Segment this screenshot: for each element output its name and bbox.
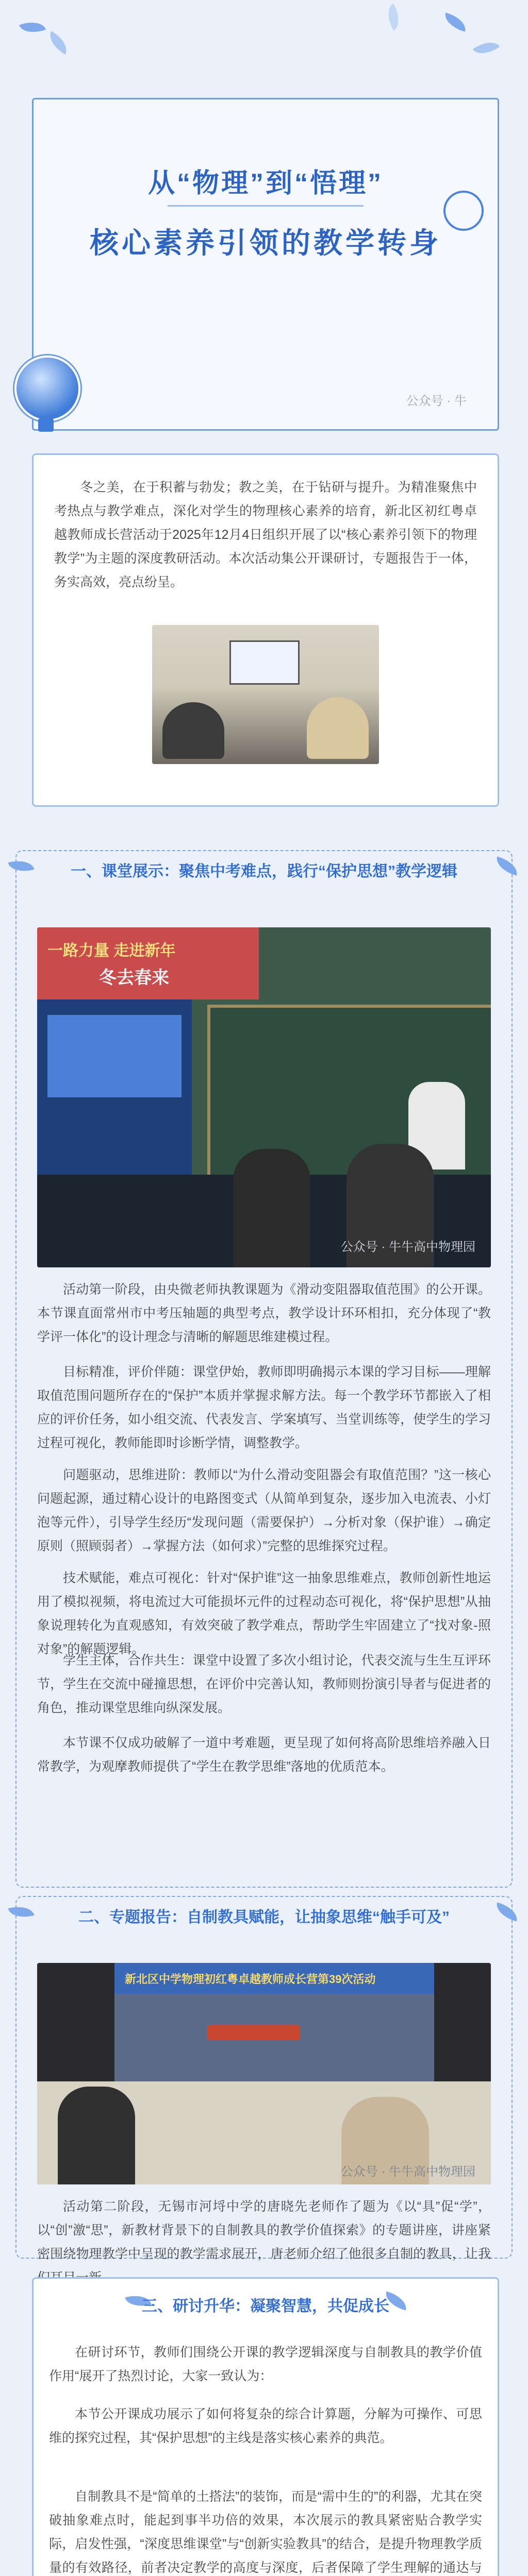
section3-paragraph-1: 在研讨环节，教师们围绕公开课的教学逻辑深度与自制教具的教学价值作用“展开了热烈讨论，大家一致认为： xyxy=(49,2345,482,2383)
section2-heading: 二、专题报告：自制教具赋能，让抽象思维“触手可及” xyxy=(78,1909,450,1926)
leaf-decoration xyxy=(45,31,72,55)
section2-photo xyxy=(37,1963,491,2184)
section1-photo xyxy=(37,927,491,1267)
watermark: 公众号 · 牛 xyxy=(406,394,467,408)
leaf-decoration xyxy=(473,36,500,60)
leaf-decoration xyxy=(19,17,46,38)
section1-paragraph-1: 活动第一阶段，由央微老师执教课题为《滑动变阻器取值范围》的公开课。本节课直面常州市中考压轴题的典型考点，教学设计环环相扣，充分体现了“教学评一体化”的设计理念与清晰的解题思维建模过程。 xyxy=(37,1282,491,1344)
section3-paragraph-2: 本节公开课成功展示了如何将复杂的综合计算题，分解为可操作、可思维的探究过程，其“保护思想”的主线是落实核心素养的典范。 xyxy=(49,2407,482,2445)
title-line-2: 核心素养引领的教学转身 xyxy=(90,227,441,259)
section1-paragraph-3: 问题驱动，思维进阶：教师以“为什么滑动变阻器会有取值范围？”这一核心问题起源，通过精心设计的电路图变式（从简单到复杂，逐步加入电流表、小灯泡等元件），引导学生经历“发现问题（需要保护）→分析对象（保护谁）→确定原则（照顾弱者）→掌握方法（如何求）”完整的思维探究过程。 xyxy=(37,1468,491,1553)
banner-text-2: 冬去春来 xyxy=(99,968,169,988)
section1-paragraph-4: 技术赋能，难点可视化：针对“保护谁”这一抽象思维难点，教师创新性地运用了模拟视频，将电流过大可能损坏元件的过程动态可视化，将“保护思想”从抽象说理转化为直观感知，有效突破了教学难点，帮助学生牢固建立了“找对象-照对象”的解题逻辑。 xyxy=(37,1571,491,1656)
section2-paragraph-1: 活动第二阶段，无锡市河埒中学的唐晓先老师作了题为《以“具”促“学”，以“创”激“思”，新教材背景下的自制教具的教学价值探索》的专题讲座，讲座紧密围绕物理教学中呈现的教学需求展开，唐老师介绍了他很多自制的教具，让我 xyxy=(37,2199,491,2261)
leaf-decoration xyxy=(442,12,468,31)
section1-paragraph-6: 本节课不仅成功破解了一道中考难题，更呈现了如何将高阶思维培养融入日常教学，为观摩教师提供了“学生在教学思维”落地的优质范本。 xyxy=(37,1736,491,1774)
watermark: 公众号 · 牛牛高中物理园 xyxy=(340,1240,475,1254)
section3-paragraph-3: 自制教具不是“简单的土搭法”的装饰，而是“需中生的”的利器，尤其在突破抽象难点时，能起到事半功倍的效果，本次展示的教具紧密贴合教学实际，启发性强，“深度思维课堂”与“创新实验教具”的结合，是提升物理教学质量的有效路径，前者决定教学的高度与深度，后者保障了学生理解的通达与 xyxy=(49,2489,482,2575)
leaf-decoration xyxy=(382,4,405,31)
title-card xyxy=(32,98,499,431)
intro-card xyxy=(32,453,499,807)
section3-card xyxy=(32,2277,499,2576)
intro-photo xyxy=(152,625,379,764)
title-line-1: 从“物理”到“悟理” xyxy=(147,168,383,198)
watermark: 公众号 · 牛牛高中物理园 xyxy=(340,2165,475,2179)
intro-paragraph: 冬之美，在于积蓄与勃发；教之美，在于钻研与提升。为精准聚焦中考热点与教学难点，深化对学生的物理核心素养的培育，新北区初红粤卓越教师成长营活动于2025年12月4日组织开展了以“核心素养引领下的物理教学”为主题的深度教研活动。本次活动集公开课研讨，专题报告于一体，务实高效，亮点纷呈。 xyxy=(54,480,477,589)
bulb-icon xyxy=(443,191,484,231)
section1-paragraph-5: 学生主体，合作共生：课堂中设置了多次小组讨论，代表交流与生生互评环节，学生在交流中碰撞思想，在评价中完善认知，教师则扮演引导者与促进者的角色，推动课堂思维向纵深发展。 xyxy=(37,1653,491,1715)
section1-paragraph-2: 目标精准，评价伴随：课堂伊始，教师即明确揭示本课的学习目标——理解取值范围问题所存在的“保护”本质并掌握求解方法。每一个教学环节都嵌入了相应的评价任务，如小组交流、代表发言、学案填写、当堂训练等，使学生的学习过程可视化，教师能即时诊断学情，调整教学。 xyxy=(37,1365,491,1450)
globe-icon xyxy=(14,355,80,421)
globe-stand xyxy=(38,418,54,432)
section3-heading: 三、研讨升华：凝聚智慧，共促成长 xyxy=(142,2298,389,2315)
screen-text: 新北区中学物理初红粤卓越教师成长营第39次活动 xyxy=(125,1973,376,1986)
banner-text: 一路力量 走进新年 xyxy=(47,942,176,959)
section1-heading: 一、课堂展示：聚焦中考难点，践行“保护思想”教学逻辑 xyxy=(71,863,457,880)
title-divider xyxy=(168,205,364,207)
